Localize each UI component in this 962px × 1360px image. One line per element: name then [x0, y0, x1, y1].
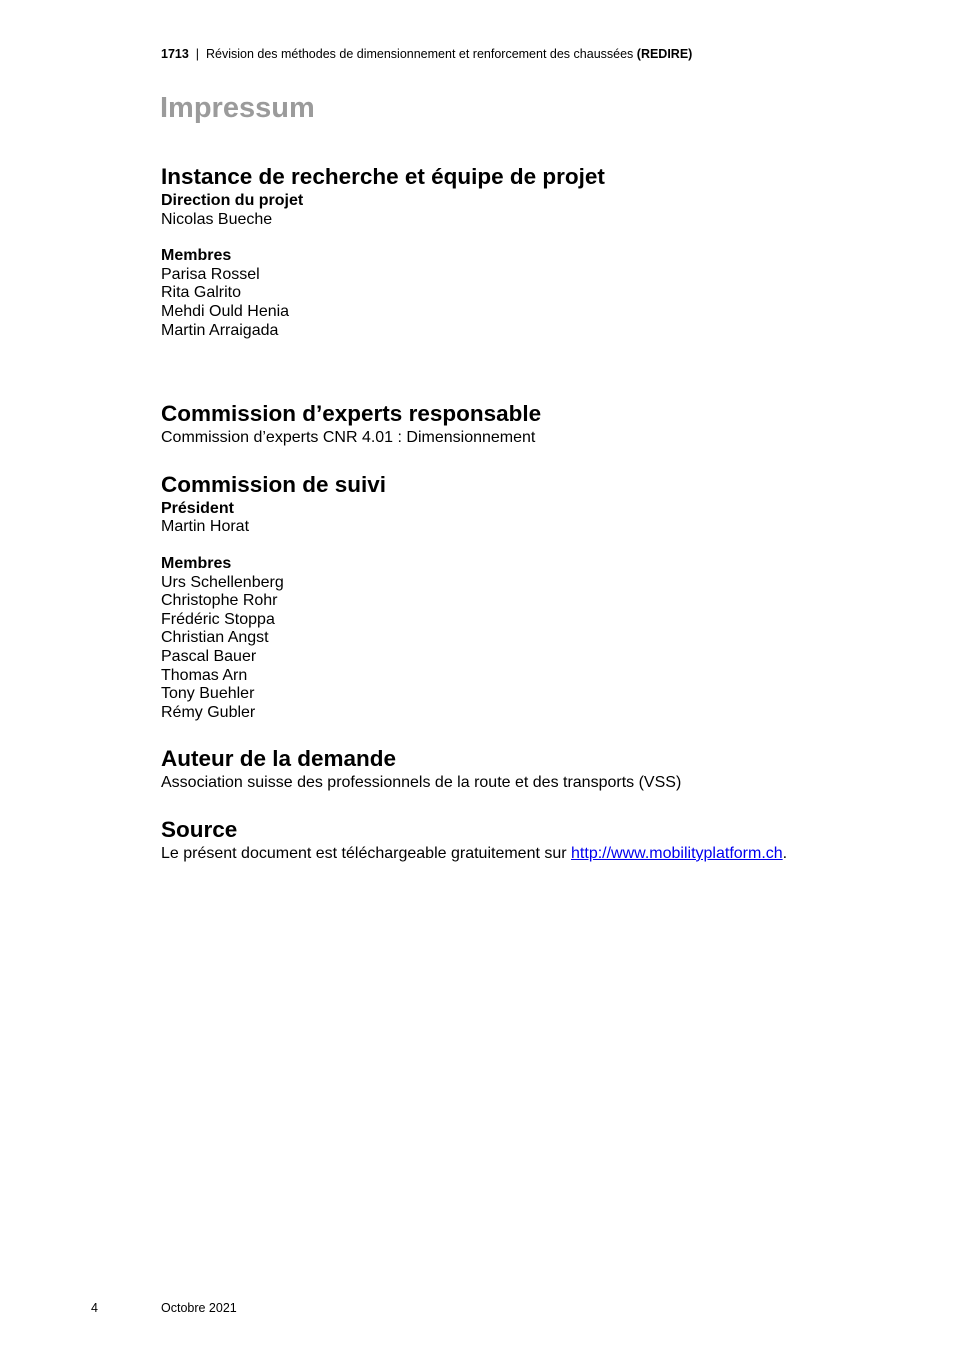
- president-label: Président: [161, 499, 234, 517]
- report-number: 1713: [161, 47, 189, 61]
- mobilityplatform-link[interactable]: http://www.mobilityplatform.ch: [571, 844, 783, 862]
- direction-label: Direction du projet: [161, 192, 304, 209]
- section-expert-commission: [161, 399, 861, 448]
- president-name: Martin Horat: [161, 518, 250, 536]
- footer-date: Octobre 2021: [161, 1301, 237, 1315]
- report-acronym: (REDIRE): [636, 47, 693, 61]
- report-title: Révision des méthodes de dimensionnement et renforcement des chaussées: [205, 47, 634, 61]
- section-heading: Auteur de la demande: [161, 746, 397, 772]
- members-label: Membres: [161, 554, 232, 572]
- page-title: Impressum: [160, 92, 315, 124]
- source-text-before: Le présent document est téléchargeable gratuitement sur: [161, 844, 572, 862]
- member-name: Mehdi Ould Henia: [161, 302, 290, 320]
- member-name: Rémy Gubler: [161, 703, 256, 721]
- member-name: Thomas Arn: [161, 666, 248, 684]
- running-header: [161, 46, 692, 62]
- section-heading: Commission de suivi: [161, 471, 387, 497]
- section-author: [161, 744, 861, 793]
- member-name: Tony Buehler: [161, 685, 255, 703]
- author-text: Association suisse des professionnels de la route et des transports (VSS): [161, 774, 682, 792]
- member-name: Parisa Rossel: [161, 265, 260, 283]
- section-research-team: [161, 162, 861, 340]
- member-name: Urs Schellenberg: [161, 573, 284, 591]
- impressum-content: [161, 162, 861, 863]
- section-heading: Commission d’experts responsable: [161, 401, 542, 427]
- section-heading: Instance de recherche et équipe de projet: [161, 164, 605, 189]
- member-name: Frédéric Stoppa: [161, 610, 275, 628]
- footer-page-number: 4: [91, 1301, 98, 1315]
- member-name: Rita Galrito: [161, 284, 242, 302]
- members-label: Membres: [161, 247, 232, 265]
- member-name: Martin Arraigada: [161, 321, 279, 339]
- section-heading: Source: [161, 816, 238, 842]
- member-name: Christian Angst: [161, 629, 269, 647]
- section-source: [161, 815, 861, 864]
- member-name: Christophe Rohr: [161, 592, 278, 610]
- section-followup-commission: [161, 470, 861, 723]
- direction-name: Nicolas Bueche: [161, 210, 273, 228]
- source-text: [161, 845, 861, 864]
- header-separator: |: [195, 47, 200, 61]
- member-name: Pascal Bauer: [161, 647, 257, 665]
- expert-commission-text: Commission d’experts CNR 4.01 : Dimensionnement: [161, 429, 536, 447]
- source-text-after: .: [782, 844, 788, 862]
